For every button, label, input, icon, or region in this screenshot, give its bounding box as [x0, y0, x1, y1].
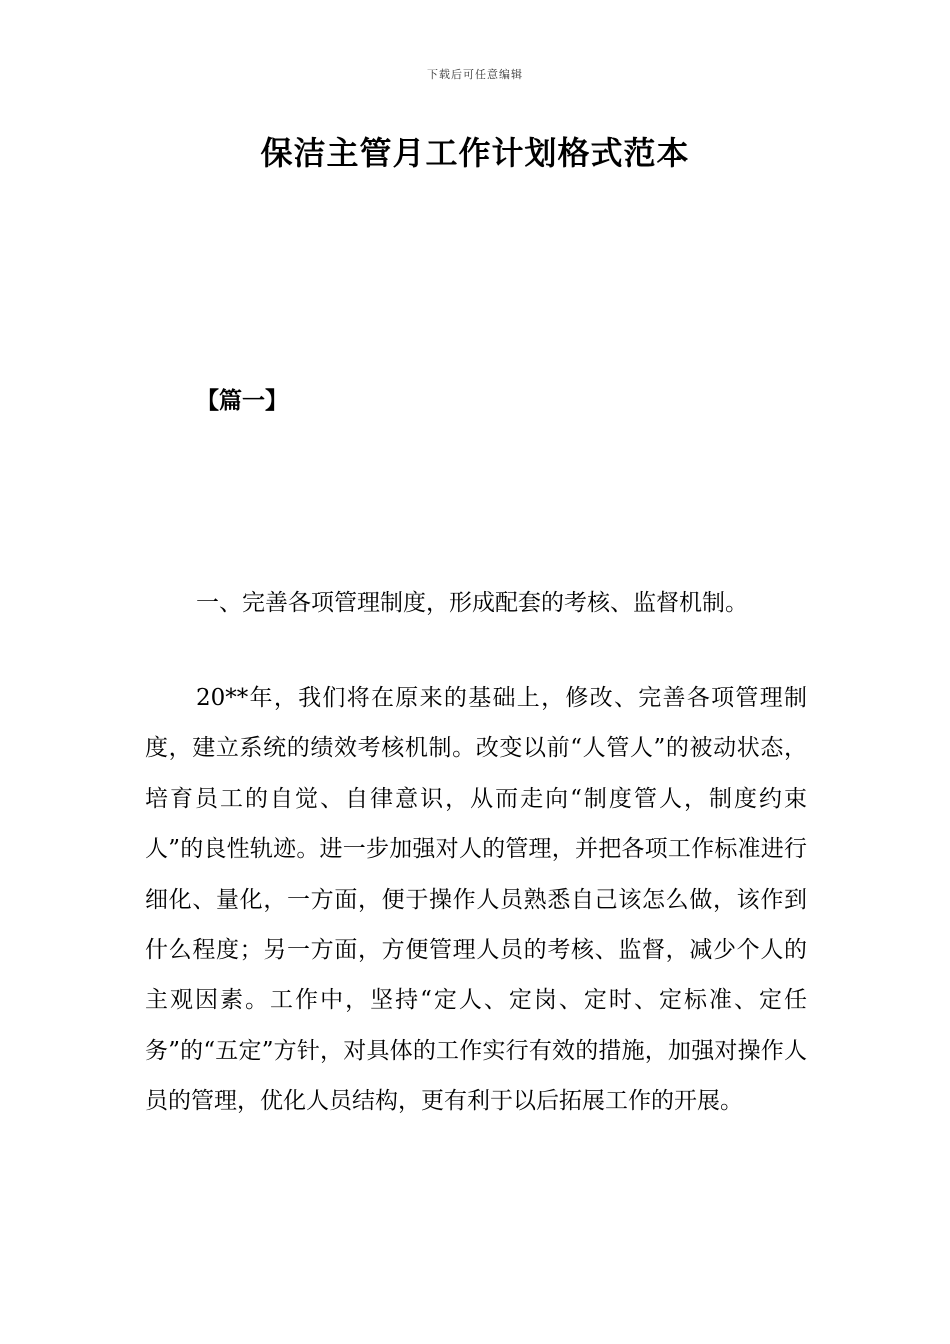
header-note: 下载后可任意编辑 [427, 68, 523, 81]
document-title: 保洁主管月工作计划格式范本 [260, 134, 690, 172]
body-paragraph: 20**年，我们将在原来的基础上，修改、完善各项管理制度，建立系统的绩效考核机制。改变以前“人管人”的被动状态，培育员工的自觉、自律意识，从而走向“制度管人，制度约束人”的良性轨迹。进一步加强对人的管理，并把各项工作标准进行细化、量化，一方面，便于操作人员熟悉自己该怎么做，该作到什么程度；另一方面，方便管理人员的考核、监督，减少个人的主观因素。工作中，坚持“定人、定岗、定时、定标准、定任务”的“五定”方针，对具体的工作实行有效的措施，加强对操作人员的管理，优化人员结构，更有利于以后拓展工作的开展。 [145, 685, 807, 1115]
section-label: 【篇一】 [196, 388, 288, 414]
section-heading: 一、完善各项管理制度，形成配套的考核、监督机制。 [196, 590, 748, 616]
